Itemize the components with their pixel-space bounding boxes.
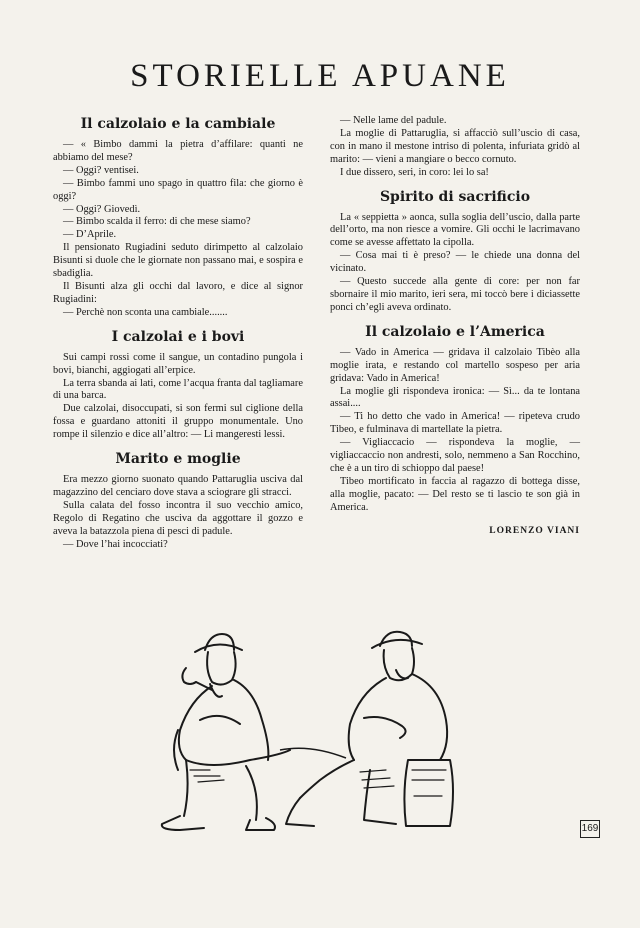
paragraph: — Oggi? ventisei. xyxy=(63,164,139,176)
paragraph: Era mezzo giorno suonato quando Pattaruglia usciva dal magazzino del cenciaro dove stava a sciograre gli stracci. xyxy=(53,474,303,498)
page-number: 169 xyxy=(580,820,600,838)
paragraph: — Bimbo fammi uno spago in quattro fila: che giorno è oggi? xyxy=(53,177,303,202)
paragraph: — « Bimbo dammi la pietra d’affilare: quanti ne abbiamo del mese? xyxy=(53,139,303,163)
paragraph: I due dissero, seri, in coro: lei lo sa! xyxy=(340,166,489,178)
paragraph: La moglie gli rispondeva ironica: — Sì... da te lontana assai.... xyxy=(330,385,580,410)
section-title: Il calzolaio e l’America xyxy=(365,323,545,340)
paragraph: — Bimbo scalda il ferro: di che mese siamo? xyxy=(63,216,251,228)
paragraph: — Vigliaccacio — rispondeva la moglie, — vigliaccaccio non andresti, solo, nemmeno a San Rocchino, che è a un tiro di schioppo dal paese! xyxy=(330,437,580,474)
paragraph: — Perchè non sconta una cambiale....... xyxy=(63,306,228,318)
paragraph: Sui campi rossi come il sangue, un contadino pungola i bovi, bianchi, aggiogati all’erpice. xyxy=(53,351,303,376)
right-man-figure xyxy=(286,632,453,826)
paragraph: Tibeo mortificato in faccia al ragazzo di bottega disse, alla moglie, pacato: — Del resto se ti lascio te son già in America. xyxy=(330,475,580,513)
section-title: Spirito di sacrificio xyxy=(379,188,531,205)
paragraph: Sulla calata del fosso incontra il suo vecchio amico, Regolo di Regatino che usciva da aggottare il gozzo e aveva la batazzola piena di pesci di padule. xyxy=(53,499,303,537)
paragraph: La terra sbanda ai lati, come l’acqua franta dal tagliamare di una barca. xyxy=(53,377,303,402)
paragraph: Il Bisunti alza gli occhi dal lavoro, e dice al signor Rugiadini: xyxy=(53,280,303,305)
left-column xyxy=(53,115,303,551)
page-title: STORIELLE APUANE xyxy=(130,58,510,94)
section-title: Il calzolaio e la cambiale xyxy=(80,116,276,132)
two-men-sketch-illustration xyxy=(150,620,480,850)
left-man-figure xyxy=(162,634,290,830)
right-column xyxy=(330,115,580,537)
section-title: Marito e moglie xyxy=(115,451,241,468)
author-signature: LORENZO VIANI xyxy=(489,525,580,536)
paragraph: — Nelle lame del padule. xyxy=(340,115,447,126)
section-title: I calzolai e i bovi xyxy=(111,328,245,345)
paragraph: — Cosa mai ti è preso? — le chiede una donna del vicinato. xyxy=(330,250,580,275)
paragraph: — D’Aprile. xyxy=(63,229,117,241)
paragraph: La moglie di Pattaruglia, si affacciò sull’uscio di casa, con in mano il mestone intriso di polenta, infuriata gridò al marito: — vieni a mangiare o becco cornuto. xyxy=(330,127,580,165)
paragraph: — Ti ho detto che vado in America! — ripeteva crudo Tibeo, e fulminava di martellate la pietra. xyxy=(330,411,580,436)
paragraph: — Questo succede alla gente di core: per non far sbornaire il mio marito, ieri sera, mi toccò bere i diciassette ponci ch’egli aveva ordinato. xyxy=(330,276,580,313)
paragraph: La « seppietta » aonca, sulla soglia dell’uscio, dalla parte dell’orto, ma non riesce a vomire. Gli occhi le lacrimavano come se avesse affettato la cipolla. xyxy=(330,211,580,249)
paragraph: Il pensionato Rugiadini seduto dirimpetto al calzolaio Bisunti si duole che le giornate non passano mai, e sospira e sbadiglia. xyxy=(53,242,303,280)
paragraph: Due calzolai, disoccupati, si son fermi sul ciglione della fossa e guardano attoniti il gruppo monumentale. Uno rompe il silenzio e dice all’altro: — Li mangeresti lessi. xyxy=(53,403,303,441)
paragraph: — Vado in America — gridava il calzolaio Tibèo alla moglie irata, e restando col martello sospeso per aria gridava: Vado in America! xyxy=(330,346,580,384)
paragraph: — Dove l’hai incocciati? xyxy=(63,538,168,550)
paragraph: — Oggi? Giovedì. xyxy=(63,203,141,215)
